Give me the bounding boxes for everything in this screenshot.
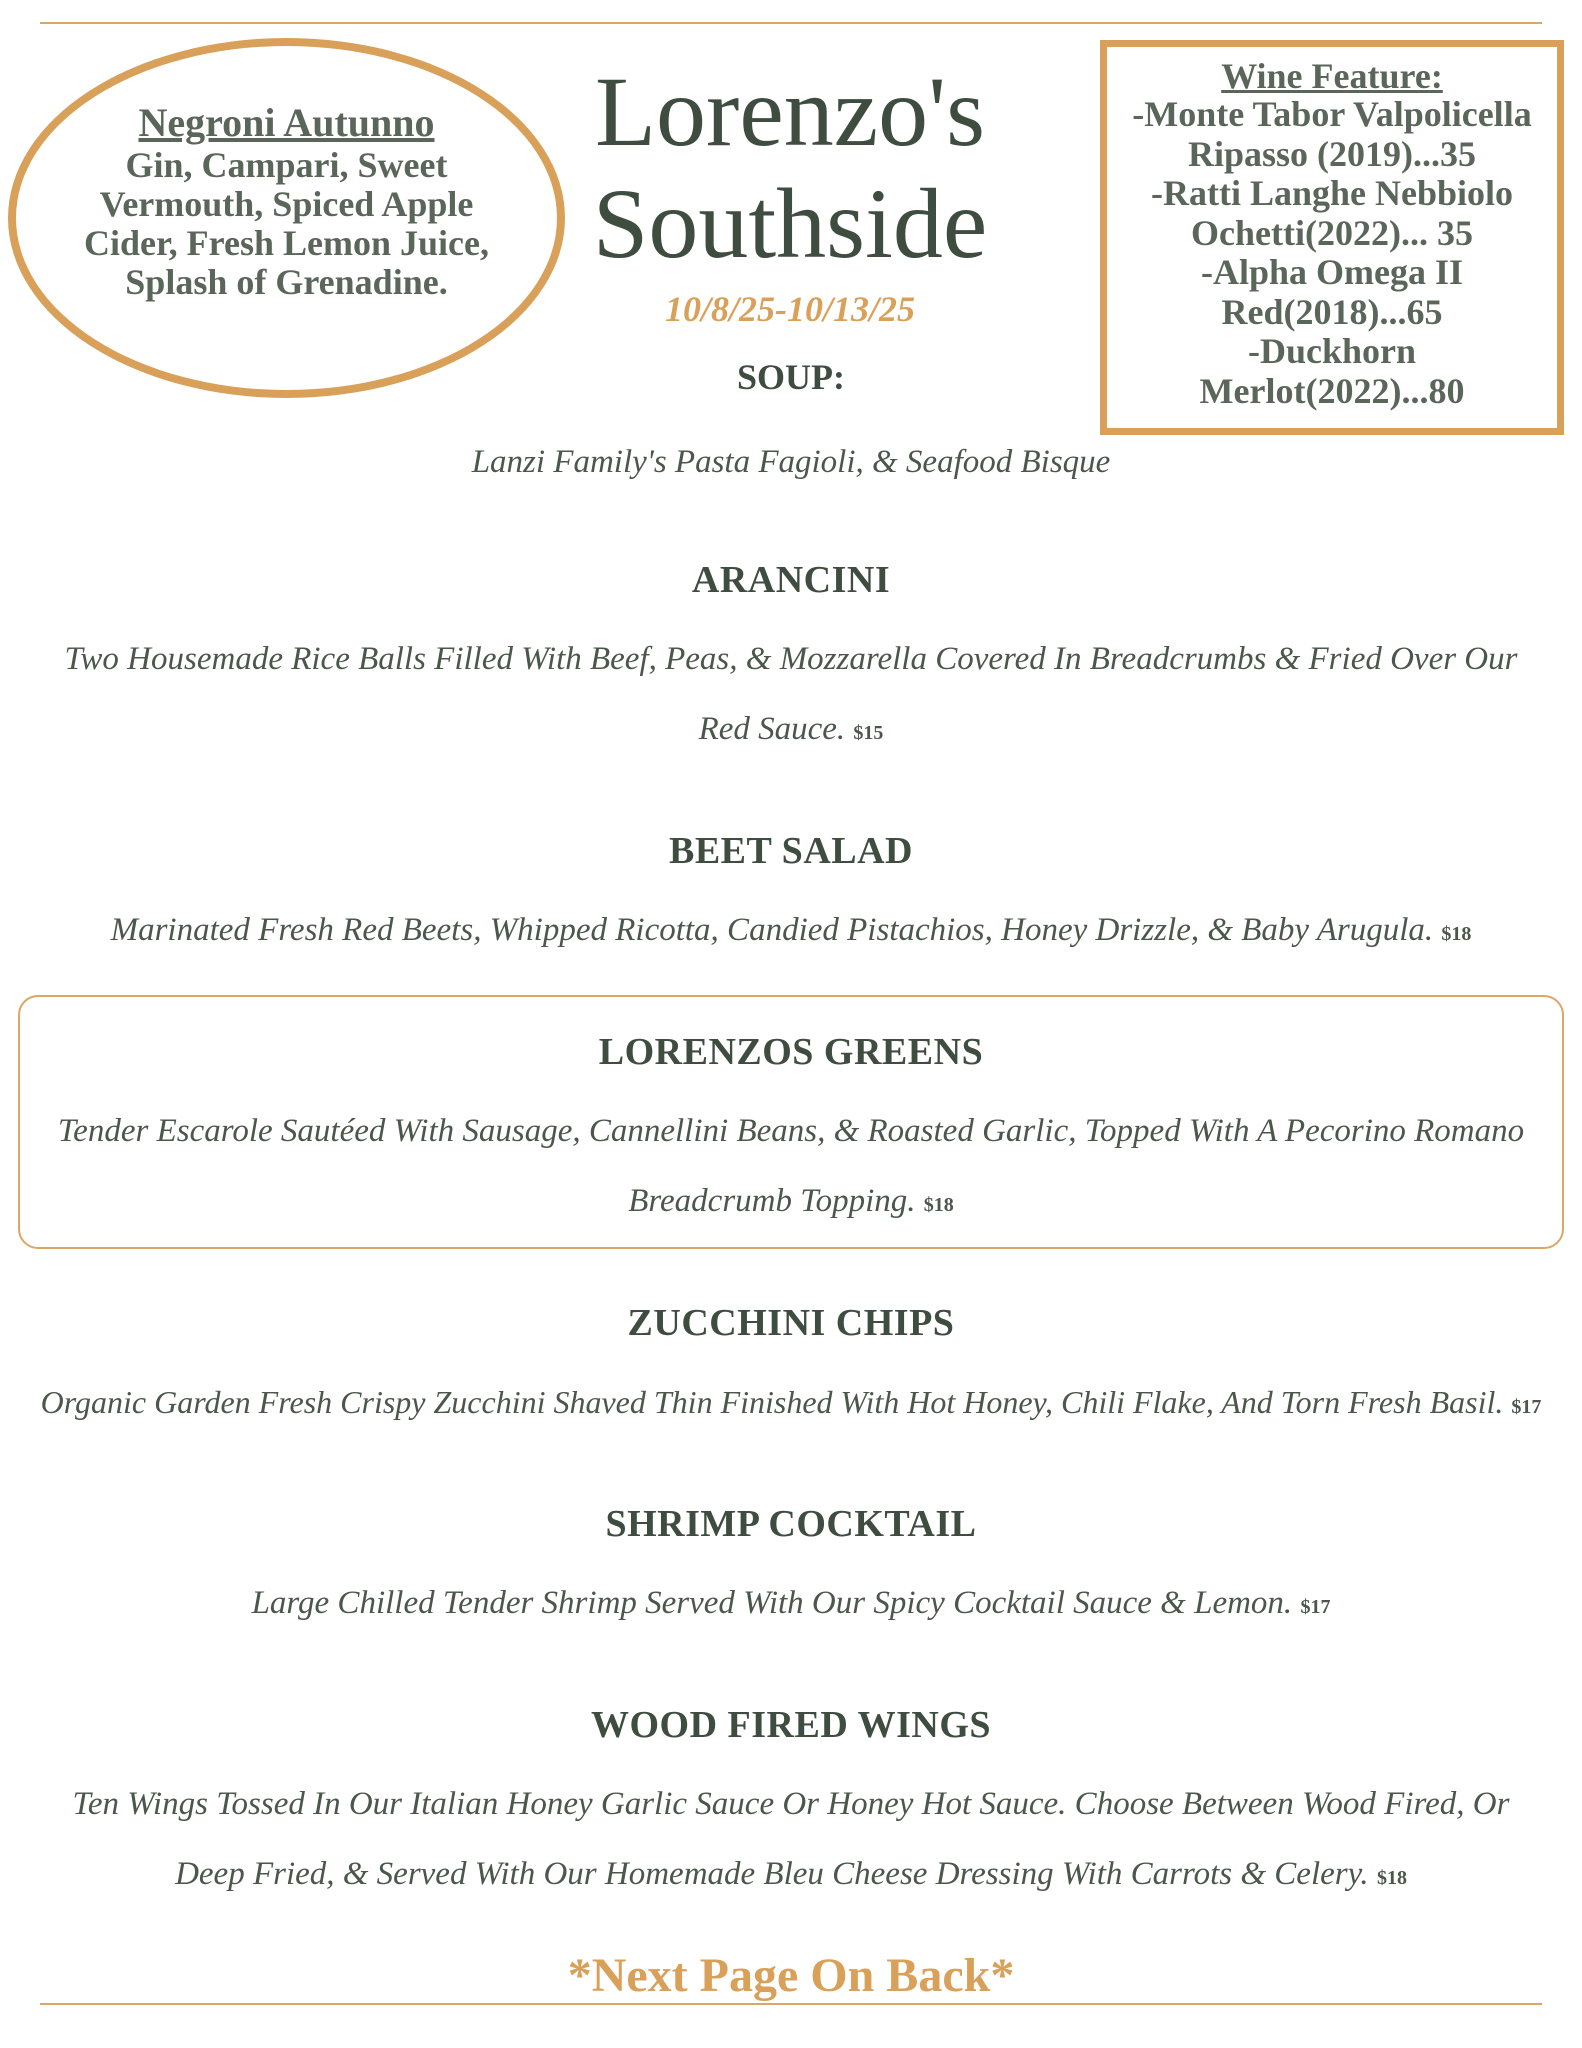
- restaurant-title-line1: Lorenzo's: [594, 56, 986, 167]
- wine-line: -Ratti Langhe Nebbiolo: [1150, 173, 1514, 213]
- menu-item-price: $18: [1441, 923, 1472, 945]
- soup-description: Lanzi Family's Pasta Fagioli, & Seafood Bisque: [471, 444, 1111, 480]
- menu-item-wood-fired-wings: [20, 1703, 1562, 1913]
- menu-item-price: $18: [923, 1194, 954, 1216]
- wine-line: Ochetti(2022)... 35: [1191, 212, 1473, 253]
- description-text: Marinated Fresh Red Beets, Whipped Ricotta, Candied Pistachios, Honey Drizzle, & Baby Arugula.: [110, 912, 1434, 948]
- menu-item-description: [20, 895, 1562, 969]
- menu-item-shrimp-cocktail: [20, 1502, 1562, 1642]
- menu-item-name: WOOD FIRED WINGS: [590, 1704, 992, 1746]
- wine-line: Ripasso (2019)...35: [1187, 133, 1477, 174]
- menu-item-price: $18: [1376, 1867, 1407, 1889]
- wine-line: -Monte Tabor Valpolicella: [1132, 94, 1532, 134]
- menu-item-description: [20, 1568, 1562, 1642]
- restaurant-title-line2: Southside: [592, 168, 988, 279]
- description-text: Large Chilled Tender Shrimp Served With Our Spicy Cocktail Sauce & Lemon.: [251, 1585, 1293, 1621]
- menu-item-lorenzos-greens: [20, 1030, 1562, 1240]
- menu-item-description: [20, 1769, 1562, 1913]
- wine-line: Merlot(2022)...80: [1199, 370, 1465, 411]
- menu-item-name: ZUCCHINI CHIPS: [627, 1302, 955, 1344]
- menu-item-price: $17: [1511, 1396, 1542, 1418]
- description-text: Ten Wings Tossed In Our Italian Honey Garlic Sauce Or Honey Hot Sauce. Choose Between Wood Fired, Or Deep Fried, & Served With Our Homemade Bleu Cheese Dressing With Carrots & Celery.: [72, 1786, 1510, 1892]
- menu-item-description: [20, 624, 1562, 768]
- wine-line: -Alpha Omega II: [1200, 252, 1464, 292]
- next-page-note: *Next Page On Back*: [567, 1949, 1015, 2002]
- bottom-rule: [40, 2003, 1542, 2005]
- top-rule: [40, 22, 1542, 24]
- menu-item-name: SHRIMP COCKTAIL: [605, 1503, 977, 1545]
- menu-item-name: LORENZOS GREENS: [598, 1031, 984, 1073]
- cocktail-description: Gin, Campari, Sweet Vermouth, Spiced Apple Cider, Fresh Lemon Juice, Splash of Grenadine.: [84, 144, 489, 302]
- description-text: Two Housemade Rice Balls Filled With Beef, Peas, & Mozzarella Covered In Breadcrumbs & Fried Over Our Red Sauce.: [64, 641, 1518, 747]
- soup-heading: SOUP:: [737, 357, 845, 397]
- restaurant-title-block: [560, 56, 1020, 330]
- menu-item-name: ARANCINI: [691, 559, 891, 601]
- menu-item-name: BEET SALAD: [668, 830, 913, 872]
- wine-line: -Duckhorn: [1247, 331, 1417, 371]
- menu-item-description: [20, 1096, 1562, 1240]
- description-text: Organic Garden Fresh Crispy Zucchini Shaved Thin Finished With Hot Honey, Chili Flake, And Torn Fresh Basil.: [40, 1384, 1504, 1420]
- menu-item-beet-salad: [20, 829, 1562, 969]
- menu-dates: 10/8/25-10/13/25: [665, 289, 915, 329]
- menu-item-zucchini-chips: [20, 1301, 1562, 1442]
- menu-item-description: [20, 1367, 1562, 1442]
- wine-feature-title: Wine Feature:: [1221, 56, 1443, 96]
- menu-item-price: $17: [1300, 1596, 1331, 1618]
- menu-item-arancini: [20, 558, 1562, 768]
- menu-item-price: $15: [853, 722, 884, 744]
- cocktail-feature-oval: [8, 38, 565, 398]
- wine-line: Red(2018)...65: [1221, 291, 1443, 332]
- description-text: Tender Escarole Sautéed With Sausage, Cannellini Beans, & Roasted Garlic, Topped With A Pecorino Romano Breadcrumb Topping.: [57, 1113, 1525, 1219]
- cocktail-title: Negroni Autunno: [138, 99, 435, 145]
